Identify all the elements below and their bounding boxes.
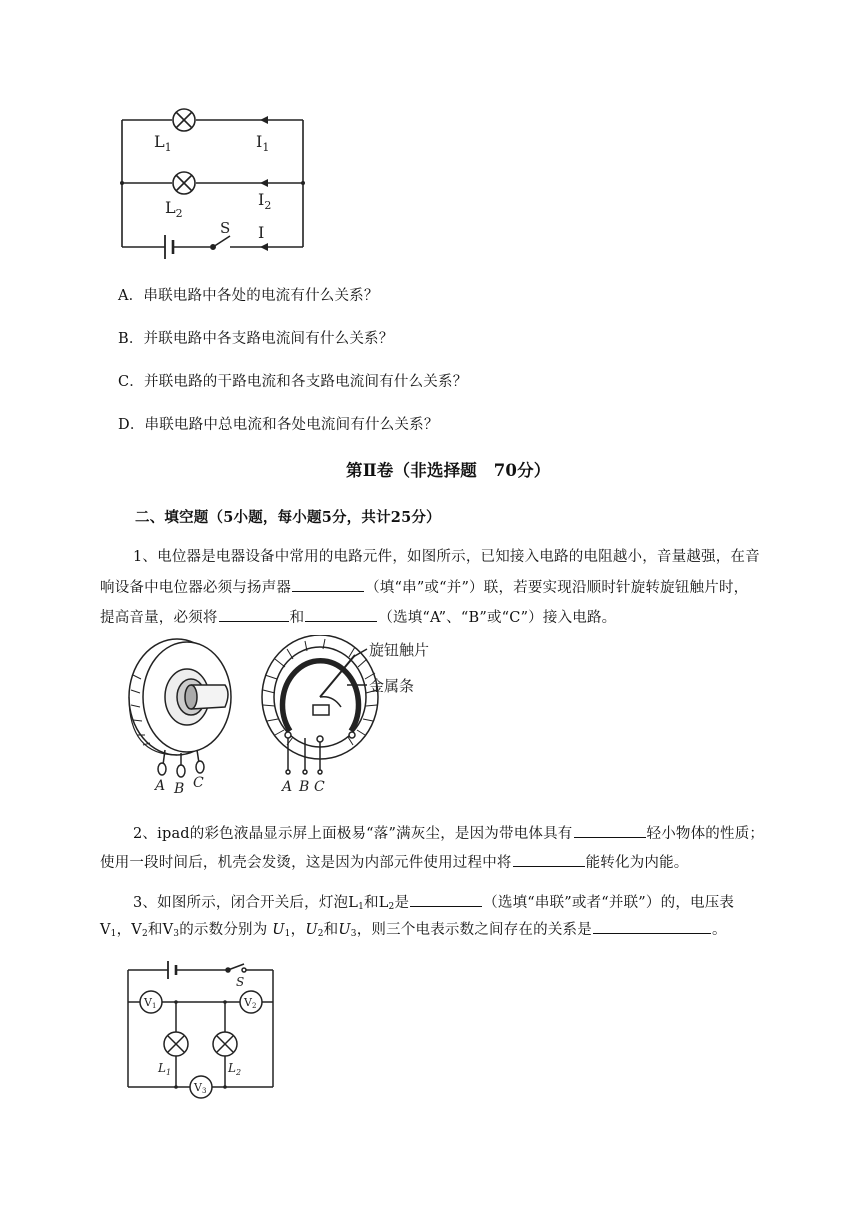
q2-blank2[interactable] <box>513 852 585 867</box>
voltmeter-circuit-figure <box>118 960 288 1100</box>
label-switch: S <box>236 975 245 989</box>
section2-heading: 二、填空题（5小题，每小题5分，共计25分） <box>135 509 441 526</box>
label-v2: V2 <box>244 996 257 1010</box>
q2-line2: 使用一段时间后，机壳会发烫，这是因为内部元件使用过程中将 能转化为内能。 <box>100 851 689 872</box>
label-s: S <box>220 219 231 237</box>
option-a: A．串联电路中各处的电流有什么关系？ <box>118 288 379 304</box>
label-lamp2: $L_2$ <box>228 1061 242 1077</box>
q3-blank1[interactable] <box>410 892 482 907</box>
label-l2: $L_2$ <box>165 198 183 220</box>
right-terminal-c: C <box>314 779 325 795</box>
q1-blank1[interactable] <box>292 577 364 592</box>
potentiometer-figure <box>115 635 445 800</box>
option-d: D．串联电路中总电流和各处电流间有什么关系？ <box>118 417 439 433</box>
label-v1: V1 <box>144 996 157 1010</box>
q2-blank1[interactable] <box>574 823 646 838</box>
parallel-circuit-figure <box>110 95 310 260</box>
right-terminal-a: A <box>282 779 293 795</box>
q1-line2: 响设备中电位器必须与扬声器 （填“串”或“并”）联，若要实现沿顺时针旋转旋钮触片时， <box>100 576 748 597</box>
label-l1: $L_1$ <box>154 132 172 154</box>
right-terminal-b: B <box>299 779 310 795</box>
part2-title: 第Ⅱ卷（非选择题 70分） <box>346 461 551 480</box>
label-i2: $I_2$ <box>258 190 272 212</box>
option-b: B．并联电路中各支路电流间有什么关系？ <box>118 331 394 347</box>
left-terminal-b: B <box>174 781 185 797</box>
left-terminal-a: A <box>155 778 166 794</box>
q3-blank2[interactable] <box>593 919 711 934</box>
q3-line2: $V_1$，$V_2$和$V_3$的示数分别为 $U_1$，$U_2$和$U_3$，则三个电表示数之间存在的关系是 。 <box>100 918 727 939</box>
label-lamp1: $L_1$ <box>158 1061 172 1077</box>
label-knob: 旋钮触片 <box>369 641 430 659</box>
option-c: C．并联电路的干路电流和各支路电流间有什么关系？ <box>118 374 468 390</box>
left-terminal-c: C <box>193 775 204 791</box>
q1-blank2[interactable] <box>219 607 289 622</box>
label-i1: $I_1$ <box>256 132 270 154</box>
label-strip: 金属条 <box>369 677 415 695</box>
q3-line1: 3、如图所示，闭合开关后，灯泡$L_1$和$L_2$是 （选填“串联”或者“并联”）的，电压表 <box>133 891 734 912</box>
label-v3: V3 <box>194 1081 207 1095</box>
q1-blank3[interactable] <box>305 607 377 622</box>
q1-line1: 1、电位器是电器设备中常用的电路元件，如图所示，已知接入电路的电阻越小，音量越强，在音 <box>133 549 760 565</box>
label-i: I <box>258 223 265 242</box>
q2-line1: 2、ipad的彩色液晶显示屏上面极易“落”满灰尘，是因为带电体具有 轻小物体的性质； <box>133 822 764 843</box>
q1-line3: 提高音量，必须将 和 （选填“A”、“B”或“C”）接入电路。 <box>100 606 616 627</box>
